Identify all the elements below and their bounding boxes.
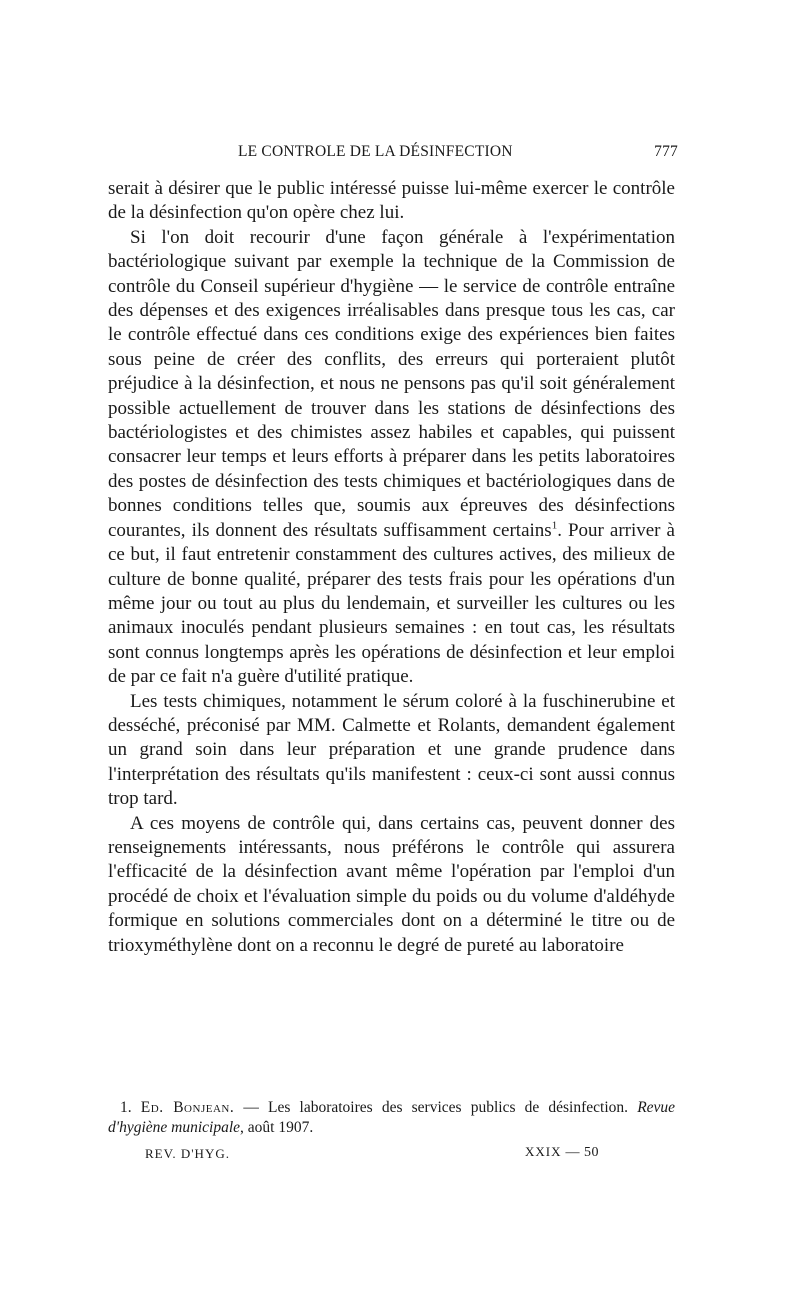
paragraph-text-before-note: Si l'on doit recourir d'une façon générale à l'expérimentation bactériologique suivant par exemple la technique de la Commission de contrôle du Conseil supérieur d'hygiène — le service de contrôle entraîne des dépenses et des exigences irréalisables dans presque tous les cas, car le contrôle effectué dans ces conditions exige des expériences bien faites sous peine de créer des conflits, des erreurs qui porteraient plutôt préjudice à la désinfection, et nous ne pensons pas qu'il soit généralement possible actuellement de trouver dans les stations de désinfections des bactériologistes et des chimistes assez habiles et capables, qui puissent consacrer leur temps et leurs efforts à préparer dans les petits laboratoires des postes de désinfection des tests chimiques et bactériologiques dans de bonnes conditions telles que, soumis aux épreuves des désinfections courantes, ils donnent des résultats suffisamment certains bbox=[108, 226, 675, 541]
footnote-text: — Les laboratoires des services publics de désinfection. bbox=[243, 1099, 629, 1116]
footnote-number: 1. bbox=[120, 1099, 132, 1116]
signature-journal: REV. D'HYG. bbox=[145, 1146, 230, 1161]
paragraph-chemical-tests: Les tests chimiques, notamment le sérum coloré à la fuschinerubine et desséché, préconisé par MM. Calmette et Rolants, demandent également un grand soin dans leur préparation et une grande prudence dans l'interprétation des résultats qu'ils manifestent : ceux-ci sont aussi connus trop tard. bbox=[108, 690, 675, 810]
signature-sheet bbox=[525, 1144, 599, 1161]
footnote bbox=[108, 1098, 675, 1138]
signature-sheet-number: 50 bbox=[584, 1145, 599, 1160]
footnote-date: , août 1907. bbox=[240, 1119, 314, 1136]
footnote-reference[interactable]: 1 bbox=[551, 519, 558, 532]
footnote-entry bbox=[108, 1098, 675, 1138]
paragraph-text-after-note: . Pour arriver à ce but, il faut entretenir constamment des cultures actives, des milieux de culture de bonne qualité, préparer des tests frais pour les opérations d'un même jour ou tout au plus du lendemain, et surveiller les cultures ou les animaux inoculés pendant plusieurs semaines : en tout cas, les résultats sont connus longtemps après les opérations de désinfection et leur emploi de par ce fait n'a guère d'utilité pratique. bbox=[108, 519, 675, 688]
paragraph-bacteriological-control bbox=[108, 226, 675, 690]
running-title: LE CONTROLE DE LA DÉSINFECTION bbox=[238, 143, 513, 160]
paragraph-continued: serait à désirer que le public intéressé puisse lui-même exercer le contrôle de la désinfection qu'on opère chez lui. bbox=[108, 178, 675, 224]
footnote-journal: Revue d'hygiène municipale bbox=[108, 1099, 676, 1136]
signature-separator: — bbox=[565, 1145, 580, 1160]
page-number: 777 bbox=[654, 143, 678, 160]
body-text bbox=[108, 177, 675, 958]
footnote-author: Ed. Bonjean. bbox=[140, 1099, 235, 1116]
paragraph-preferred-control: A ces moyens de contrôle qui, dans certains cas, peuvent donner des renseignements intéressants, nous préférons le contrôle qui assurera l'efficacité de la désinfection avant même l'opération par l'emploi d'un procédé de choix et l'évaluation simple du poids ou du volume d'aldéhyde formique en solutions commerciales dont on a déterminé le titre ou de trioxyméthylène dont on a reconnu le degré de pureté au laboratoire bbox=[108, 812, 675, 956]
running-header bbox=[108, 143, 678, 167]
signature-volume: XXIX bbox=[525, 1144, 562, 1159]
